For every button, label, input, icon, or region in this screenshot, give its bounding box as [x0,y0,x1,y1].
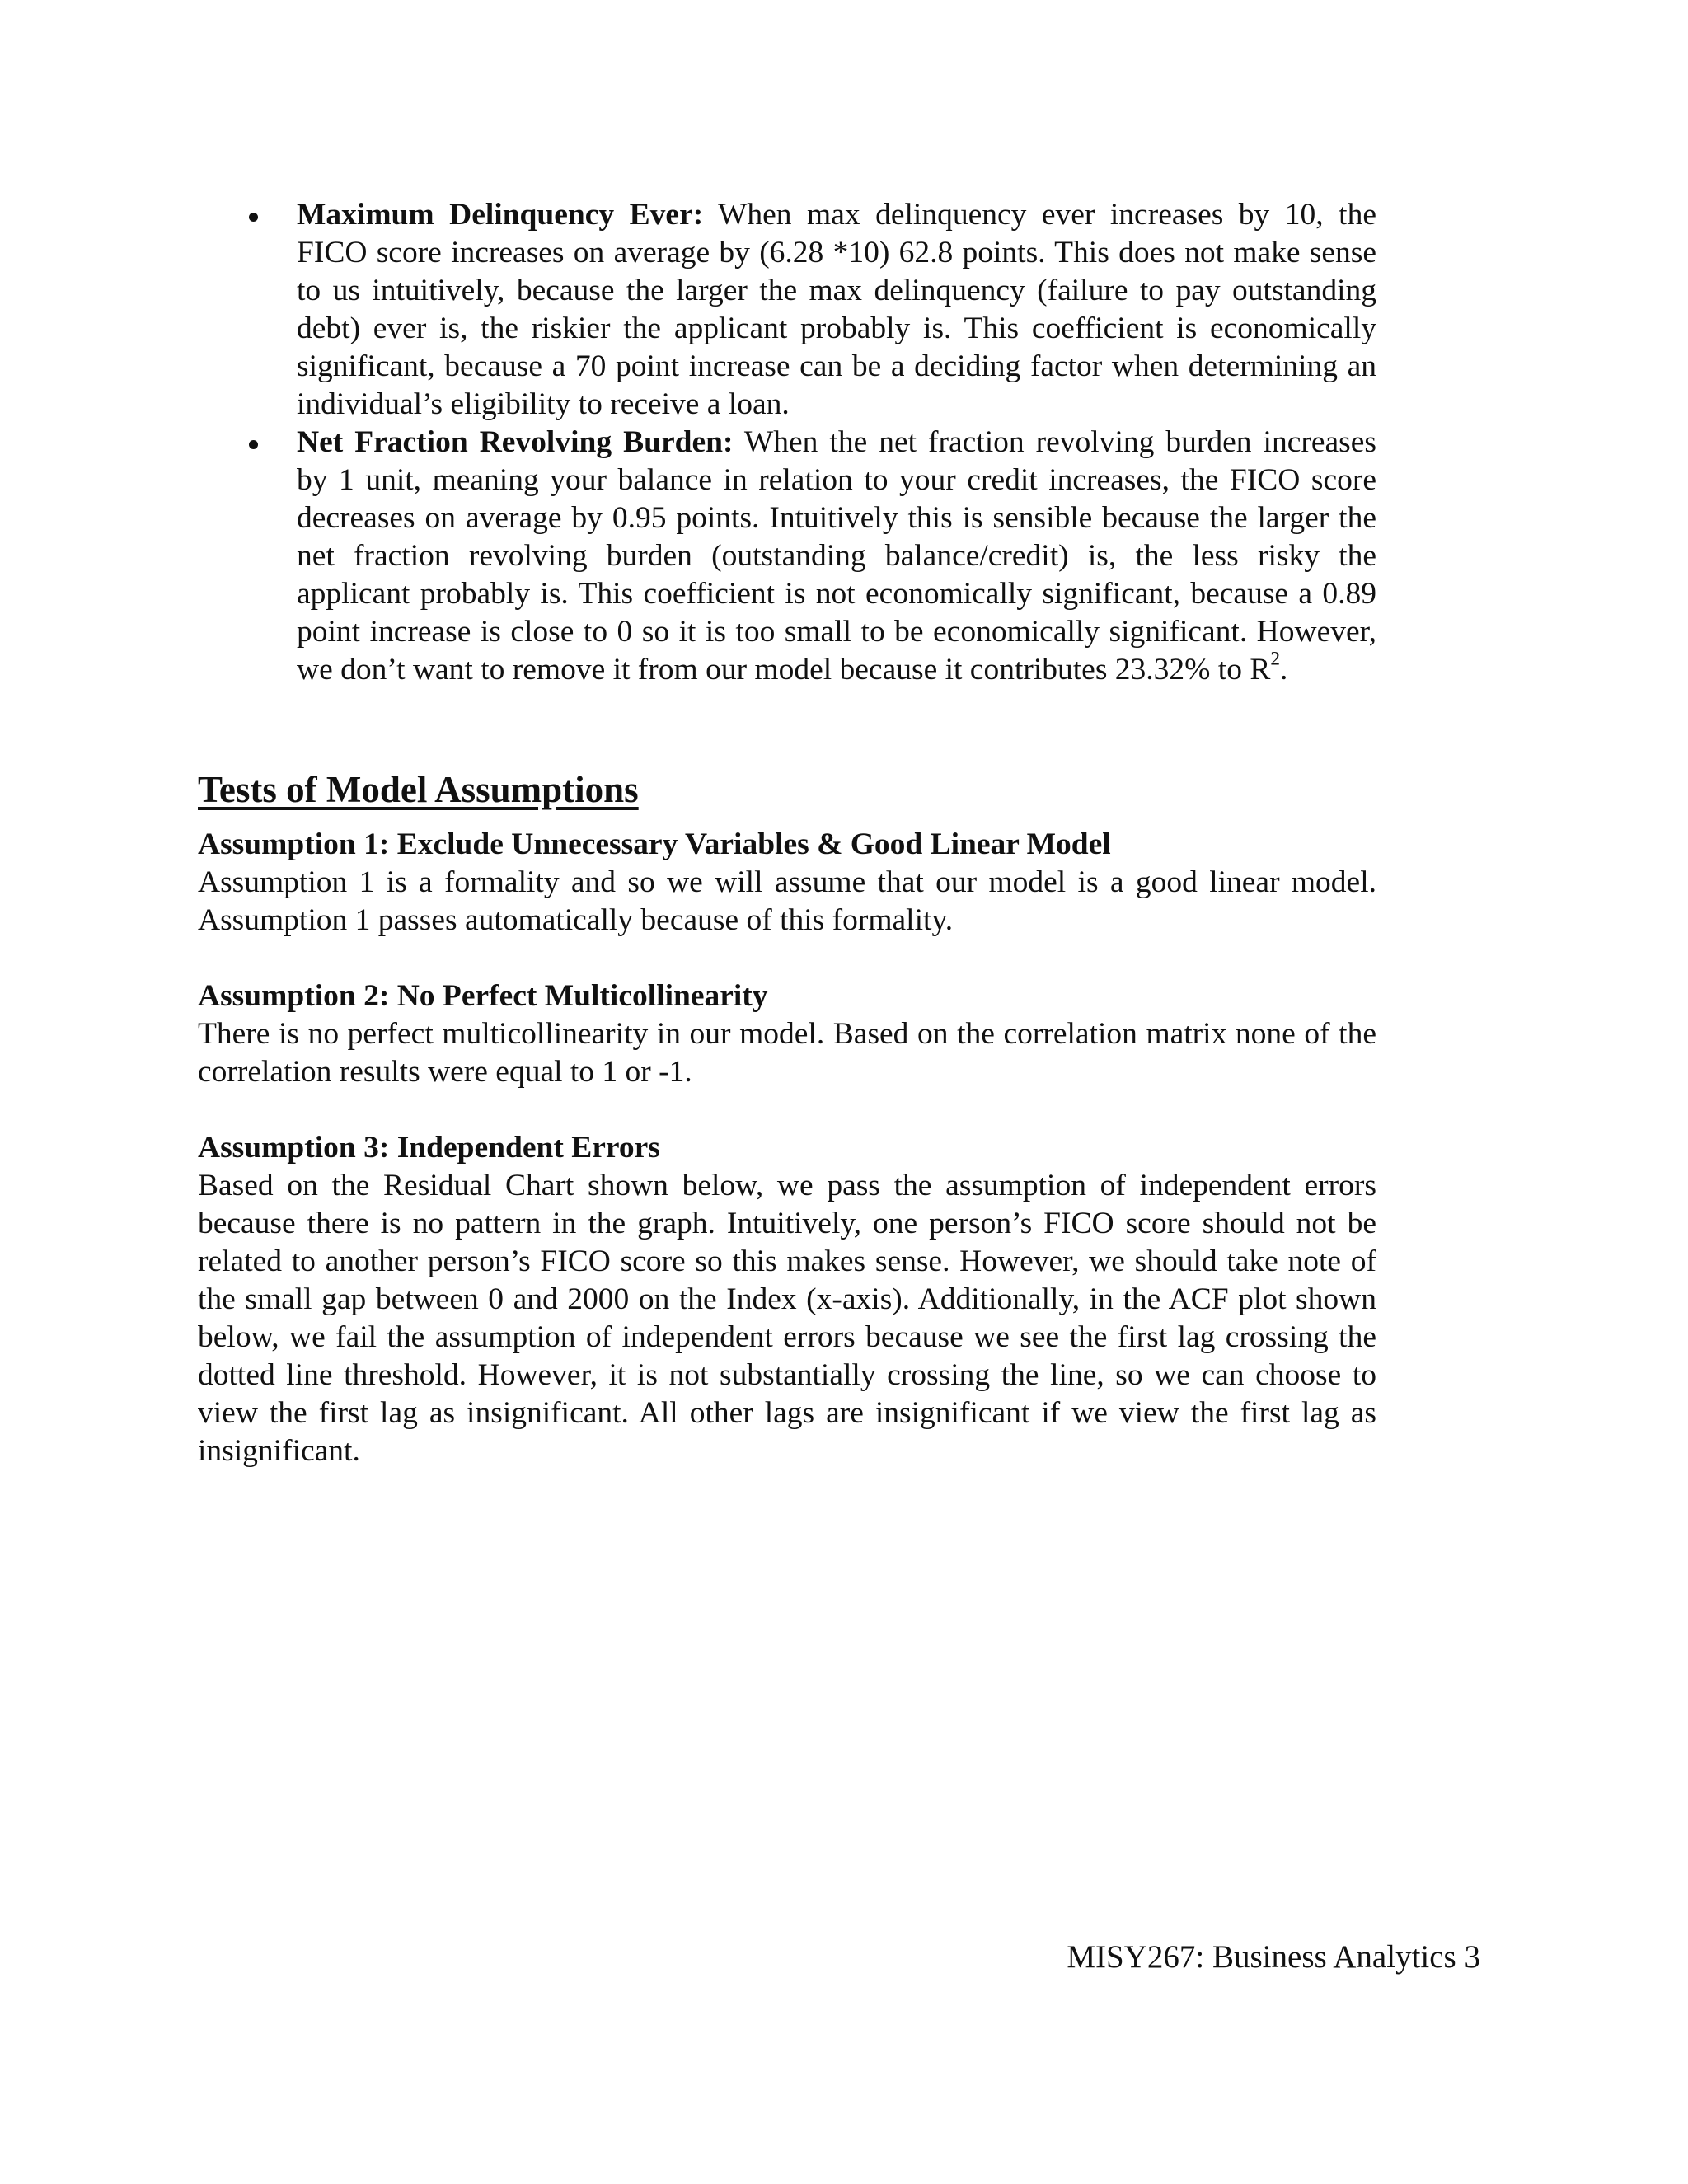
bullet-max-delinquency [198,196,1376,424]
bullet-dot-icon [249,213,258,222]
assumption-body: Based on the Residual Chart shown below, we pass the assumption of independent errors because there is no pattern in the graph. Intuitively, one person’s FICO score should not be related to another person’s FICO score so this makes sense. However, we should take note of the small gap between 0 and 2000 on the Index (x-axis). Additionally, in the ACF plot shown below, we fail the assumption of independent errors because we see the first lag crossing the dotted line threshold. However, it is not substantially crossing the line, so we can choose to view the first lag as insignificant. All other lags are insignificant if we view the first lag as insignificant. [198,1169,1376,1468]
bullet-dot-icon [249,440,258,449]
bullet-text: When max delinquency ever increases by 10, the FICO score increases on average by (6.28 *10) 62.8 points. This does not make sense to us intuitively, because the larger the max delinquency (failure to pay outstanding debt) ever is, the riskier the applicant probably is. This coefficient is economically significant, because a 70 point increase can be a deciding factor when determining an individual’s eligibility to receive a loan. [297,198,1376,421]
assumption-heading: Assumption 3: Independent Errors [198,1131,660,1165]
coefficient-bullet-list [198,196,1376,689]
assumption-3 [198,1129,1376,1470]
bullet-net-fraction-revolving-burden [198,424,1376,689]
assumption-body: There is no perfect multicollinearity in our model. Based on the correlation matrix none of the correlation results were equal to 1 or -1. [198,1017,1376,1089]
assumption-1 [198,826,1376,940]
assumption-heading: Assumption 2: No Perfect Multicollinearity [198,979,768,1013]
page-footer: MISY267: Business Analytics 3 [1067,1939,1480,1975]
assumption-body: Assumption 1 is a formality and so we will assume that our model is a good linear model. Assumption 1 passes automatically because of this formality. [198,865,1376,937]
assumption-2 [198,977,1376,1091]
bullet-title: Maximum Delinquency Ever: [297,198,704,232]
superscript-exponent: 2 [1270,648,1280,670]
section-heading: Tests of Model Assumptions [198,769,639,810]
assumption-heading: Assumption 1: Exclude Unnecessary Variables & Good Linear Model [198,827,1111,861]
bullet-text: When the net fraction revolving burden increases by 1 unit, meaning your balance in relation to your credit increases, the FICO score decreases on average by 0.95 points. Intuitively this is sensible because the larger the net fraction revolving burden (outstanding balance/credit) is, the less risky the applicant probably is. This coefficient is not economically significant, because a 0.89 point increase is close to 0 so it is too small to be economically significant. However, we don’t want to remove it from our model because it contributes 23.32% to R [297,425,1376,687]
bullet-text-end: . [1279,653,1288,687]
bullet-title: Net Fraction Revolving Burden: [297,425,734,459]
